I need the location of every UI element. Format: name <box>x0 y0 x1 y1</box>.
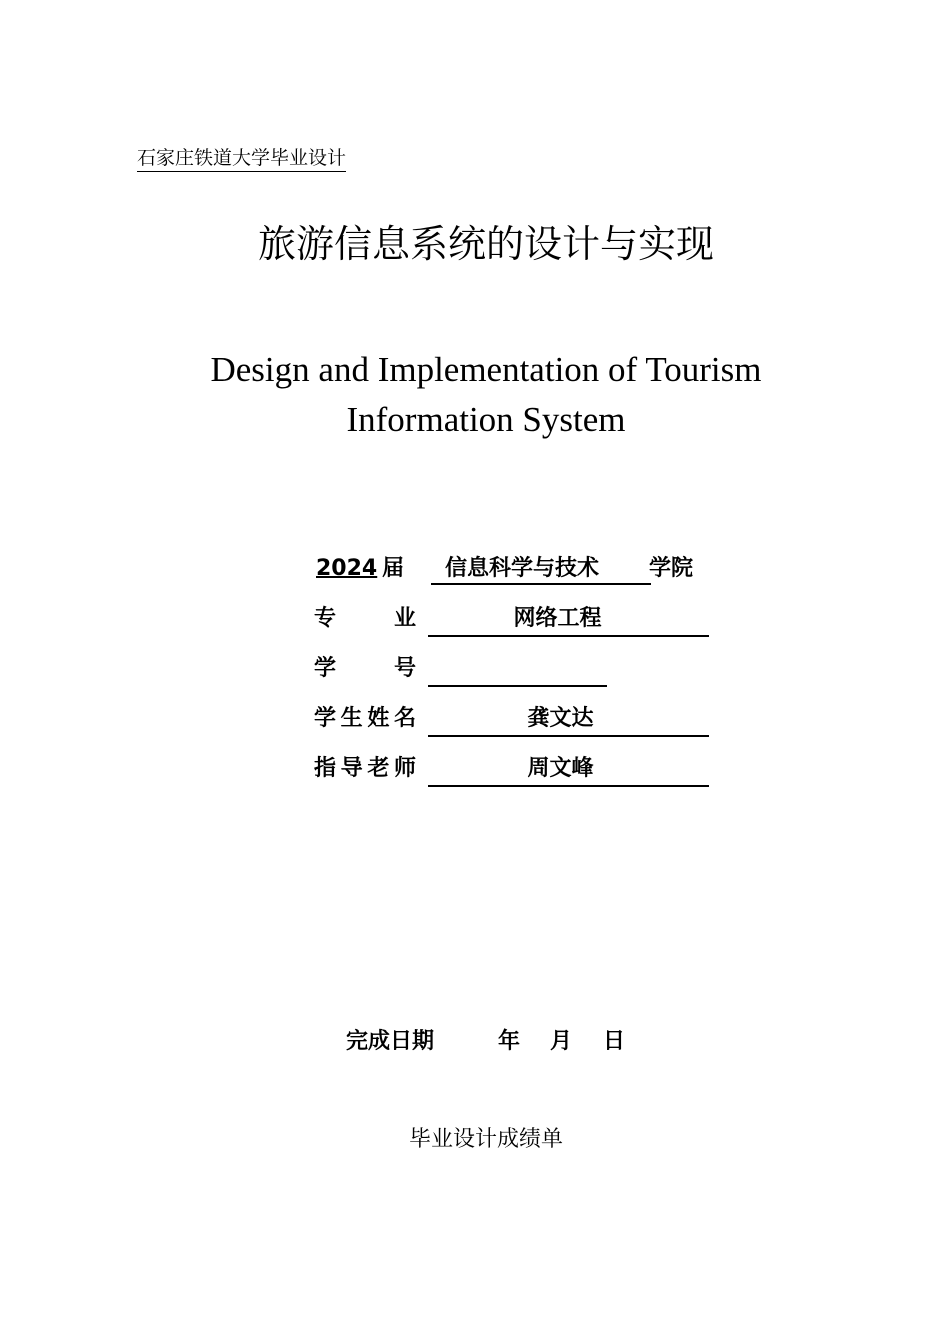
thesis-title-english-line-2: Information System <box>346 400 626 439</box>
completion-date-day: 日 <box>603 1029 626 1054</box>
student-name-label-char: 名 <box>393 706 416 731</box>
school-field: 信息科学与技术 <box>431 551 651 585</box>
student-id-label-char: 号 <box>393 656 416 681</box>
student-name-field <box>428 701 709 737</box>
major-label-char: 专 <box>314 606 337 631</box>
completion-date-year: 年 <box>498 1029 521 1054</box>
completion-date-month: 月 <box>550 1029 573 1054</box>
advisor-value: 周文峰 <box>527 756 594 781</box>
advisor-label-char: 导 <box>340 756 363 781</box>
document-header: 石家庄铁道大学毕业设计 <box>137 145 346 172</box>
student-id-label <box>314 651 416 687</box>
student-name-label <box>314 701 416 737</box>
grade-sheet-title: 毕业设计成绩单 <box>408 1127 563 1152</box>
major-field <box>428 601 709 637</box>
major-value: 网络工程 <box>513 606 602 631</box>
advisor-label-char: 老 <box>367 756 390 781</box>
class-year: 2024 <box>316 556 378 581</box>
thesis-title-chinese: 旅游信息系统的设计与实现 <box>257 222 714 266</box>
advisor-label <box>314 751 416 787</box>
student-name-label-char: 姓 <box>367 706 390 731</box>
thesis-title-english <box>0 345 950 445</box>
class-jie-label: 届 <box>382 556 405 581</box>
thesis-title-english-line-1: Design and Implementation of Tourism <box>210 350 762 389</box>
completion-date-label: 完成日期 <box>346 1029 435 1054</box>
advisor-field <box>428 751 709 787</box>
advisor-label-char: 指 <box>314 756 337 781</box>
student-name-label-char: 学 <box>314 706 337 731</box>
student-name-value: 龚文达 <box>527 706 594 731</box>
major-label <box>314 601 416 637</box>
advisor-label-char: 师 <box>393 756 416 781</box>
student-id-label-char: 学 <box>314 656 337 681</box>
major-label-char: 业 <box>393 606 416 631</box>
student-id-field <box>428 651 607 687</box>
school-suffix-label: 学院 <box>649 556 694 581</box>
student-name-label-char: 生 <box>340 706 363 731</box>
